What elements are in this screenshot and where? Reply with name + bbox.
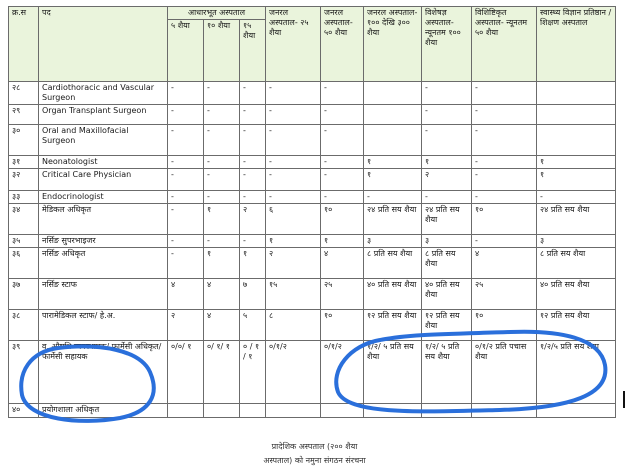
header-general-25: जनरल अस्पताल- २५ शैया [266, 7, 321, 82]
row-cell: - [321, 82, 364, 105]
row-cell: १० [472, 310, 537, 341]
row-serial: २९ [9, 105, 39, 125]
row-cell: १ [204, 248, 240, 279]
row-cell: - [168, 248, 204, 279]
row-cell: - [472, 169, 537, 191]
row-cell: - [266, 125, 321, 156]
row-cell: ८ प्रति सय शैया [364, 248, 422, 279]
row-cell [364, 404, 422, 418]
row-cell [240, 404, 266, 418]
row-cell: - [266, 82, 321, 105]
row-cell: - [168, 169, 204, 191]
row-cell: - [168, 156, 204, 169]
row-cell: - [472, 82, 537, 105]
row-cell [168, 404, 204, 418]
table-row [9, 279, 616, 310]
row-cell: - [168, 204, 204, 235]
row-cell: ८ [266, 310, 321, 341]
row-cell: १ [266, 235, 321, 248]
row-cell: - [422, 105, 472, 125]
row-cell: ५ [240, 310, 266, 341]
row-cell: - [240, 169, 266, 191]
row-cell: ६ [266, 204, 321, 235]
row-serial: ३५ [9, 235, 39, 248]
caption-line-2: अस्पताल) को नमुना संगठन संरचना [263, 456, 366, 465]
row-post: Critical Care Physician [39, 169, 168, 191]
row-cell: - [321, 105, 364, 125]
row-cell [472, 404, 537, 418]
row-post: Neonatologist [39, 156, 168, 169]
row-serial: ४० [9, 404, 39, 418]
header-basic-hospital: आधारभूत अस्पताल [168, 7, 266, 20]
header-basic-10: १० शैया [204, 20, 240, 82]
row-cell: - [422, 191, 472, 204]
row-cell: - [168, 82, 204, 105]
row-cell: - [266, 169, 321, 191]
row-serial: ३७ [9, 279, 39, 310]
row-cell: ०/१/२ प्रति पचास शैया [472, 341, 537, 404]
table-body [9, 82, 616, 418]
row-cell [537, 125, 616, 156]
row-cell [364, 105, 422, 125]
row-cell: ०/१/२ [266, 341, 321, 404]
row-serial: ३३ [9, 191, 39, 204]
row-cell: ०/०/ १ [168, 341, 204, 404]
table-row [9, 235, 616, 248]
row-cell: - [240, 235, 266, 248]
row-cell: ७ [240, 279, 266, 310]
row-cell: ४० प्रति सय शैया [422, 279, 472, 310]
row-serial: ३० [9, 125, 39, 156]
row-cell: १ [204, 204, 240, 235]
row-post: Oral and Maxillofacial Surgeon [39, 125, 168, 156]
row-cell [204, 404, 240, 418]
table-row [9, 341, 616, 404]
row-cell: १० [321, 310, 364, 341]
table-row [9, 105, 616, 125]
row-cell: - [321, 125, 364, 156]
row-cell: १० [472, 204, 537, 235]
header-serial: क्र.स [9, 7, 39, 82]
row-cell: - [472, 156, 537, 169]
row-cell: १ [321, 235, 364, 248]
caption-line-1: प्रादेशिक अस्पताल (२०० शैया [271, 442, 358, 451]
row-serial: ३८ [9, 310, 39, 341]
header-basic-5: ५ शैया [168, 20, 204, 82]
header-specialist: विशेषज्ञ अस्पताल- न्यूनतम १०० शैया [422, 7, 472, 82]
row-cell: - [240, 125, 266, 156]
row-cell: १० [321, 204, 364, 235]
row-cell: - [266, 156, 321, 169]
table-row [9, 82, 616, 105]
row-cell: ८ प्रति सय शैया [537, 248, 616, 279]
row-cell: १२ प्रति सय शैया [422, 310, 472, 341]
row-cell: - [240, 105, 266, 125]
row-post: मेडिकल अधिकृत [39, 204, 168, 235]
row-cell: - [364, 191, 422, 204]
table-row [9, 169, 616, 191]
row-cell: १ [240, 248, 266, 279]
table-row [9, 404, 616, 418]
row-cell: - [168, 191, 204, 204]
header-super-specialist: विशिष्टिकृत अस्पताल- न्यूनतम ५० शैया [472, 7, 537, 82]
staffing-table [8, 6, 616, 418]
row-post: Cardiothoracic and Vascular Surgeon [39, 82, 168, 105]
row-post: नर्सिङ स्टाफ [39, 279, 168, 310]
row-cell: - [204, 105, 240, 125]
row-cell: २ [266, 248, 321, 279]
row-cell: - [204, 235, 240, 248]
row-cell [321, 404, 364, 418]
table-row [9, 191, 616, 204]
staffing-table-viewport [8, 6, 615, 414]
row-cell: १ [537, 169, 616, 191]
row-post: Organ Transplant Surgeon [39, 105, 168, 125]
row-cell: ३ [537, 235, 616, 248]
row-cell: - [422, 125, 472, 156]
row-cell: - [266, 191, 321, 204]
row-cell [537, 82, 616, 105]
row-cell [422, 404, 472, 418]
row-cell: ३ [364, 235, 422, 248]
row-cell: २ [168, 310, 204, 341]
row-cell: - [168, 105, 204, 125]
row-cell: - [204, 82, 240, 105]
table-row [9, 125, 616, 156]
row-cell: - [321, 156, 364, 169]
row-cell: - [204, 125, 240, 156]
row-cell: ४ [472, 248, 537, 279]
row-cell: २५ [321, 279, 364, 310]
row-post: Endocrinologist [39, 191, 168, 204]
row-cell: ४० प्रति सय शैया [364, 279, 422, 310]
row-serial: ३६ [9, 248, 39, 279]
row-cell: १/२/ ५ प्रति सय शैया [364, 341, 422, 404]
row-serial: २८ [9, 82, 39, 105]
row-cell: २५ [472, 279, 537, 310]
row-cell: २ [240, 204, 266, 235]
row-cell: ४० प्रति सय शैया [537, 279, 616, 310]
row-post: प्रयोगशाला अधिकृत [39, 404, 168, 418]
row-cell [537, 404, 616, 418]
row-post: व. औषधि व्यवस्थापक/ फार्मेसी अधिकृत/ फार्मेसी सहायक [39, 341, 168, 404]
row-cell [537, 105, 616, 125]
row-cell: १ [537, 156, 616, 169]
row-cell [364, 82, 422, 105]
row-cell: - [321, 169, 364, 191]
row-cell: ४ [321, 248, 364, 279]
row-cell: २४ प्रति सय शैया [537, 204, 616, 235]
row-cell: - [321, 191, 364, 204]
row-cell: - [204, 169, 240, 191]
row-cell: - [204, 191, 240, 204]
row-post: नर्सिङ सुपरभाइजर [39, 235, 168, 248]
header-health-science: स्वास्थ्य विज्ञान प्रतिष्ठान / शिक्षण अस्पताल [537, 7, 616, 82]
row-cell: - [168, 125, 204, 156]
row-cell: ०/१/२ [321, 341, 364, 404]
header-basic-15: १५ शैया [240, 20, 266, 82]
header-post: पद [39, 7, 168, 82]
row-cell: - [240, 82, 266, 105]
row-cell: ०/ १/ १ [204, 341, 240, 404]
table-row [9, 204, 616, 235]
row-cell: २४ प्रति सय शैया [364, 204, 422, 235]
row-cell: - [204, 156, 240, 169]
row-cell: १/२/५ प्रति सय शैया [537, 341, 616, 404]
row-cell: १२ प्रति सय शैया [364, 310, 422, 341]
row-cell: - [266, 105, 321, 125]
row-cell: ८ प्रति सय शैया [422, 248, 472, 279]
row-cell [266, 404, 321, 418]
table-row [9, 248, 616, 279]
table-row [9, 156, 616, 169]
row-cell: ४ [204, 310, 240, 341]
row-cell: - [537, 191, 616, 204]
row-cell [364, 125, 422, 156]
row-serial: ३४ [9, 204, 39, 235]
row-post: नर्सिङ अधिकृत [39, 248, 168, 279]
row-serial: ३९ [9, 341, 39, 404]
table-row [9, 310, 616, 341]
row-post: पारामेडिकल स्टाफ/ हे.अ. [39, 310, 168, 341]
header-general-100-300: जनरल अस्पताल- १०० देखि ३०० शैया [364, 7, 422, 82]
row-cell: - [240, 156, 266, 169]
row-cell: - [472, 235, 537, 248]
row-cell: - [472, 125, 537, 156]
row-cell: - [472, 191, 537, 204]
row-cell: - [240, 191, 266, 204]
row-cell: २४ प्रति सय शैया [422, 204, 472, 235]
row-cell: ० / १ / १ [240, 341, 266, 404]
row-serial: ३२ [9, 169, 39, 191]
row-cell: १ [364, 156, 422, 169]
row-cell: १ [422, 156, 472, 169]
row-cell: १५ [266, 279, 321, 310]
row-cell: १ [364, 169, 422, 191]
row-cell: १/२/ ५ प्रति सय शैया [422, 341, 472, 404]
header-general-50: जनरल अस्पताल- ५० शैया [321, 7, 364, 82]
row-cell: ४ [168, 279, 204, 310]
row-cell: २ [422, 169, 472, 191]
row-cell: - [168, 235, 204, 248]
row-cell: ४ [204, 279, 240, 310]
row-cell: ३ [422, 235, 472, 248]
row-serial: ३१ [9, 156, 39, 169]
row-cell: १२ प्रति सय शैया [537, 310, 616, 341]
edge-mark [623, 391, 625, 408]
row-cell: - [422, 82, 472, 105]
row-cell: - [472, 105, 537, 125]
